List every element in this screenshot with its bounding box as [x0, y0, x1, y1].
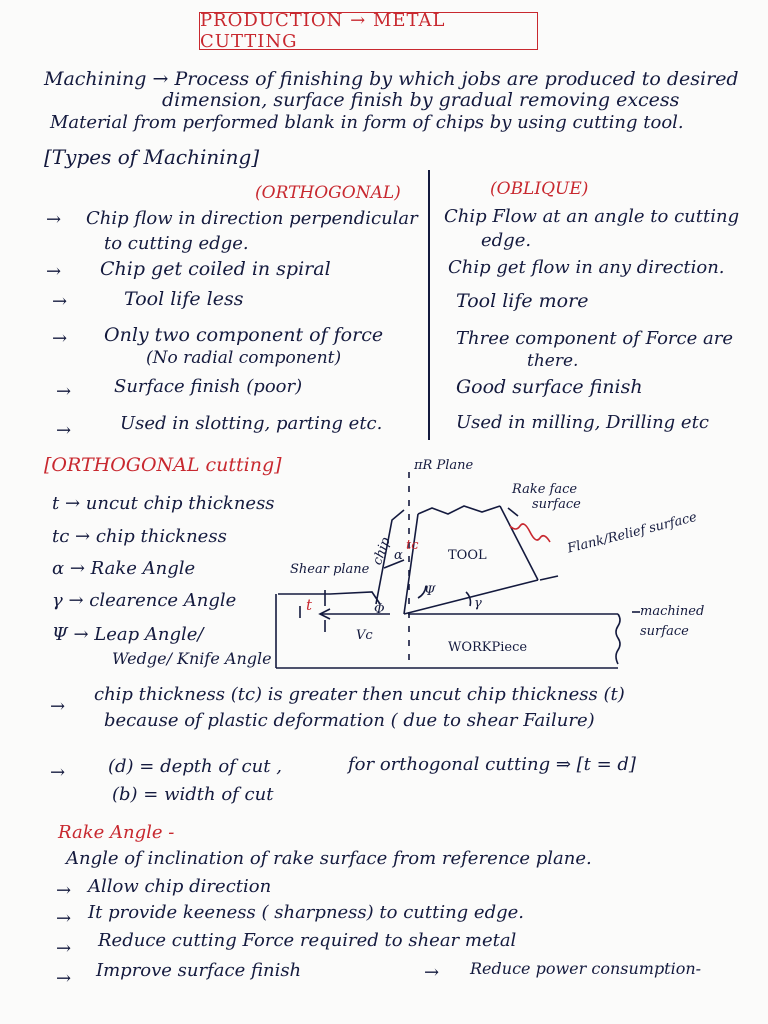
oblique-item: there. [527, 351, 579, 371]
arrow-icon: → [56, 968, 72, 989]
note-line: (d) = depth of cut , [108, 756, 282, 777]
workpiece-right-break [616, 614, 620, 664]
types-heading: [Types of Machining] [44, 145, 260, 169]
arrow-icon: → [50, 696, 66, 717]
intro-line-3: Material from performed blank in form of chips by using cutting tool. [50, 112, 684, 133]
oblique-item: Three component of Force are [456, 328, 733, 349]
note-line: for orthogonal cutting ⇒ [t = d] [348, 754, 636, 775]
symbol-definition: γ → clearence Angle [52, 590, 237, 611]
alpha-label: α [394, 548, 403, 563]
intro-line-2: dimension, surface finish by gradual removing excess [162, 89, 680, 111]
vc-label: Vᴄ [356, 628, 373, 643]
rake-face-label: Rake face [512, 482, 578, 497]
arrow-icon: → [46, 209, 62, 230]
note-line: because of plastic deformation ( due to shear Failure) [104, 710, 595, 731]
orthogonal-cutting-heading: [ORTHOGONAL cutting] [44, 454, 282, 476]
symbol-definition: Wedge/ Knife Angle [112, 649, 272, 668]
t-label: t [306, 596, 313, 614]
note-line: (b) = width of cut [112, 784, 274, 805]
orthogonal-item: Only two component of force [104, 324, 384, 346]
machined-surface-label-2: surface [640, 624, 689, 639]
orthogonal-item: Surface finish (poor) [114, 376, 303, 397]
arrow-icon: → [50, 762, 66, 783]
orthogonal-item: Used in slotting, parting etc. [120, 413, 383, 434]
flank-wave [510, 524, 550, 542]
rake-angle-point: Improve surface finish [96, 960, 302, 981]
tool-back-line [500, 506, 538, 580]
orthogonal-item: Chip get coiled in spiral [100, 258, 331, 280]
rake-angle-point: It provide keeness ( sharpness) to cutting edge. [88, 902, 524, 923]
oblique-item: Tool life more [456, 290, 589, 312]
shear-plane-label: Shear plane [290, 562, 370, 577]
rake-angle-definition: Angle of inclination of rake surface from reference plane. [66, 848, 592, 869]
flank-label: Flank/Relief surface [566, 509, 699, 557]
oblique-item: Chip Flow at an angle to cutting [444, 206, 740, 227]
tool-label: TOOL [448, 548, 487, 563]
oblique-item: Used in milling, Drilling etc [456, 412, 709, 433]
rake-face-line [418, 506, 500, 514]
flank-leader [540, 576, 558, 580]
symbol-definition: t → uncut chip thickness [52, 493, 275, 514]
chip-label: chip [370, 535, 394, 568]
arrow-icon: → [46, 261, 62, 282]
arrow-icon: → [56, 938, 72, 959]
reference-plane-label: πR Plane [414, 458, 474, 473]
workpiece-label: WORKPiece [448, 640, 528, 655]
oblique-item: Good surface finish [456, 376, 643, 398]
intro-line-1: Machining → Process of finishing by which jobs are produced to desired [44, 68, 739, 90]
rake-angle-extra: Reduce power consumption- [470, 959, 702, 978]
rake-angle-heading: Rake Angle - [58, 822, 175, 843]
rake-face-label-2: surface [532, 497, 581, 512]
orthogonal-item: (No radial component) [146, 348, 342, 368]
phi-label: Φ [374, 602, 385, 617]
symbol-definition: tᴄ → chip thickness [52, 526, 227, 547]
symbol-definition: Ψ → Leap Angle/ [52, 624, 204, 645]
orthogonal-item: Tool life less [124, 288, 244, 310]
oblique-heading: (OBLIQUE) [490, 179, 589, 199]
rake-angle-point: Allow chip direction [88, 876, 272, 897]
psi-label: Ψ [424, 584, 436, 599]
arrow-icon: → [424, 962, 440, 983]
arrow-icon: → [56, 908, 72, 929]
oblique-item: edge. [481, 230, 532, 251]
rake-line [404, 514, 418, 614]
rake-face-leader [508, 508, 518, 516]
workpiece-top-left [278, 592, 380, 604]
machined-surface-label: machined [640, 604, 705, 619]
oblique-item: Chip get flow in any direction. [448, 257, 725, 278]
page-title: PRODUCTION → METAL CUTTING [199, 12, 538, 50]
arrow-icon: → [56, 420, 72, 441]
orthogonal-heading: (ORTHOGONAL) [255, 183, 401, 203]
arrow-icon: → [56, 880, 72, 901]
tc-label: tᴄ [406, 538, 419, 553]
gamma-label: γ [474, 596, 482, 611]
arrow-icon: → [52, 291, 68, 312]
orthogonal-item: to cutting edge. [104, 233, 249, 254]
note-line: chip thickness (tc) is greater then uncut chip thickness (t) [94, 684, 625, 705]
gamma-arc [466, 592, 471, 606]
arrow-icon: → [52, 328, 68, 349]
orthogonal-item: Chip flow in direction perpendicular [86, 208, 418, 229]
symbol-definition: α → Rake Angle [52, 558, 196, 579]
arrow-icon: → [56, 381, 72, 402]
rake-angle-point: Reduce cutting Force required to shear metal [98, 930, 517, 951]
